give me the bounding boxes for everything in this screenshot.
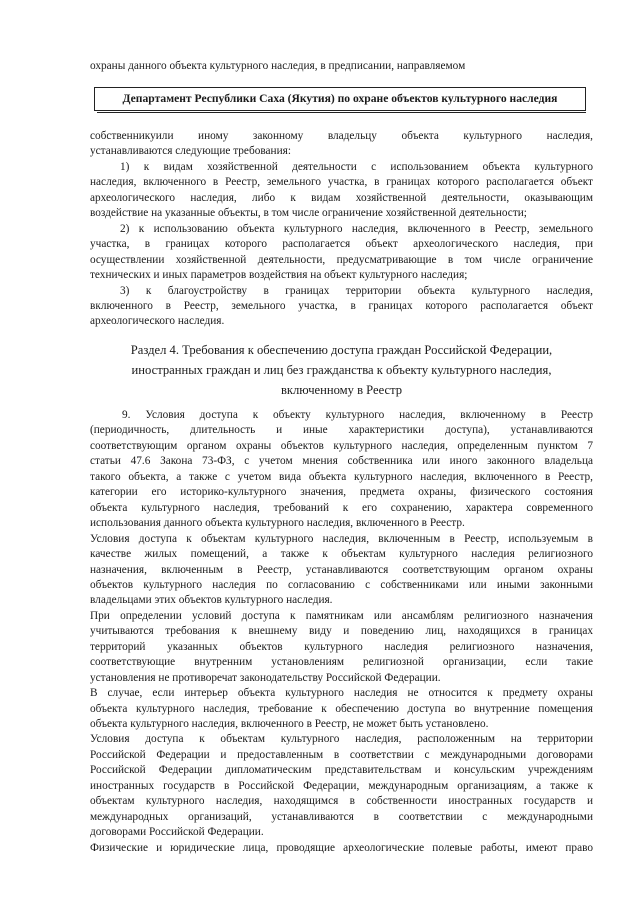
header-line: охраны данного объекта культурного наследия, в предписании, направляемом xyxy=(90,60,466,72)
text-line: 2) к использованию объекта культурного наследия, включенного в Реестр, земельного xyxy=(120,222,593,235)
text-line: (периодичность, длительность и иные характеристики доступа), устанавливаются xyxy=(90,424,593,437)
text-line: устанавливаются следующие требования: xyxy=(90,145,291,158)
text-line: качестве жилых помещений, а также к объектам культурного наследия религиозного xyxy=(90,548,593,561)
text-line: территорий указанных объектов культурного наследия религиозного назначения, xyxy=(90,640,593,653)
text-line: договорами Российской Федерации. xyxy=(90,826,264,839)
text-line: международных организаций, устанавливаются в соответствии с международными xyxy=(90,810,593,823)
text-line: собственникуили иному законному владельцу объекта культурного наследия, xyxy=(90,130,593,142)
text-line: 9. Условия доступа к объекту культурного наследия, включенному в Реестр xyxy=(122,409,593,421)
text-line: участка, в границах которого располагается объект археологического наследия, при xyxy=(90,238,593,251)
text-line: технических и иных параметров воздействия на объект культурного наследия; xyxy=(90,269,468,282)
text-line: установления не противоречат законодательству Российской Федерации. xyxy=(90,671,441,684)
text-line: объекта культурного наследия, требований к его сохранению, характера современного xyxy=(90,501,593,514)
box-underline xyxy=(97,112,586,113)
text-line: наследия, включенного в Реестр, земельного участка, в границах которого располагается объект xyxy=(90,176,593,189)
text-line: объектам культурного наследия, находящимся в собственности иностранных государств и xyxy=(90,795,593,808)
text-line: 1) к видам хозяйственной деятельности с использованием объекта культурного xyxy=(120,160,593,173)
text-line: В случае, если интерьер объекта культурного наследия не относится к предмету охраны xyxy=(90,687,593,700)
text-line: назначения, включенным в Реестр, устанавливаются соответствующим органом охраны xyxy=(90,563,593,576)
text-line: Условия доступа к объектам культурного наследия, расположенным на территории xyxy=(90,733,593,746)
text-line: объектов культурного наследия по согласованию с собственниками или иными законными xyxy=(90,578,593,591)
text-line: объекта культурного наследия, включенного в Реестр, не может быть установлено. xyxy=(90,718,489,730)
text-line: При определении условий доступа к памятникам или ансамблям религиозного назначения xyxy=(90,609,593,622)
text-line: использования данного объекта культурного наследия, включенного в Реестр. xyxy=(90,517,465,530)
text-line: воздействие на указанные объекты, в том числе ограничение хозяйственной деятельности; xyxy=(90,207,527,220)
text-line: включенного в Реестр, земельного участка, в границах которого располагается объект xyxy=(90,299,593,312)
text-line: осуществлении хозяйственной деятельности, предусматривающие в том числе ограничение xyxy=(90,253,593,266)
text-line: соответствующие внутренним установлениям религиозной организации, если такие xyxy=(90,656,593,669)
text-line: статьи 47.6 Закона 73-ФЗ, с учетом мнения собственника или иного законного владельца xyxy=(90,455,593,468)
text-line: археологического наследия. xyxy=(90,315,225,328)
text-line: Физические и юридические лица, проводящие археологические полевые работы, имеют право xyxy=(90,841,593,854)
text-line: Российской Федерации дипломатическим представительствам и консульским учреждениям xyxy=(90,764,593,777)
text-line: категории его историко-культурного значения, предмета охраны, физического состояния xyxy=(90,486,593,499)
text-line: иностранных государств в Российской Федерации, международным организациям, а также к xyxy=(90,779,593,792)
section-heading-line-1: Раздел 4. Требования к обеспечению доступа граждан Российской Федерации, xyxy=(130,343,553,357)
text-line: владельцами этих объектов культурного наследия. xyxy=(90,594,333,607)
text-line: объекта культурного наследия, требование к обеспечению доступа во внутренние помещения xyxy=(90,702,593,715)
text-line: такого объекта, а также с учетом вида объекта культурного наследия, включенного в Реестр, xyxy=(90,470,593,483)
department-box: Департамент Республики Саха (Якутия) по охране объектов культурного наследия xyxy=(94,87,586,111)
text-line: соответствующим органом охраны объектов культурного наследия, определенным пунктом 7 xyxy=(90,439,593,452)
text-line: учитываются требования к внешнему виду и поведению лиц, находящихся в границах xyxy=(90,625,593,638)
section-heading-line-2: иностранных граждан и лиц без гражданства к объекту культурного наследия, xyxy=(131,363,552,377)
text-line: 3) к благоустройству в границах территории объекта культурного наследия, xyxy=(120,284,593,297)
text-line: археологического наследия, либо к видам хозяйственной деятельности, оказывающим xyxy=(90,191,593,204)
text-line: Условия доступа к объектам культурного наследия, включенным в Реестр, используемым в xyxy=(90,532,593,545)
section-heading-line-3: включенному в Реестр xyxy=(280,383,403,397)
text-line: Российской Федерации и предоставленным в соответствии с международными договорами xyxy=(90,748,593,761)
